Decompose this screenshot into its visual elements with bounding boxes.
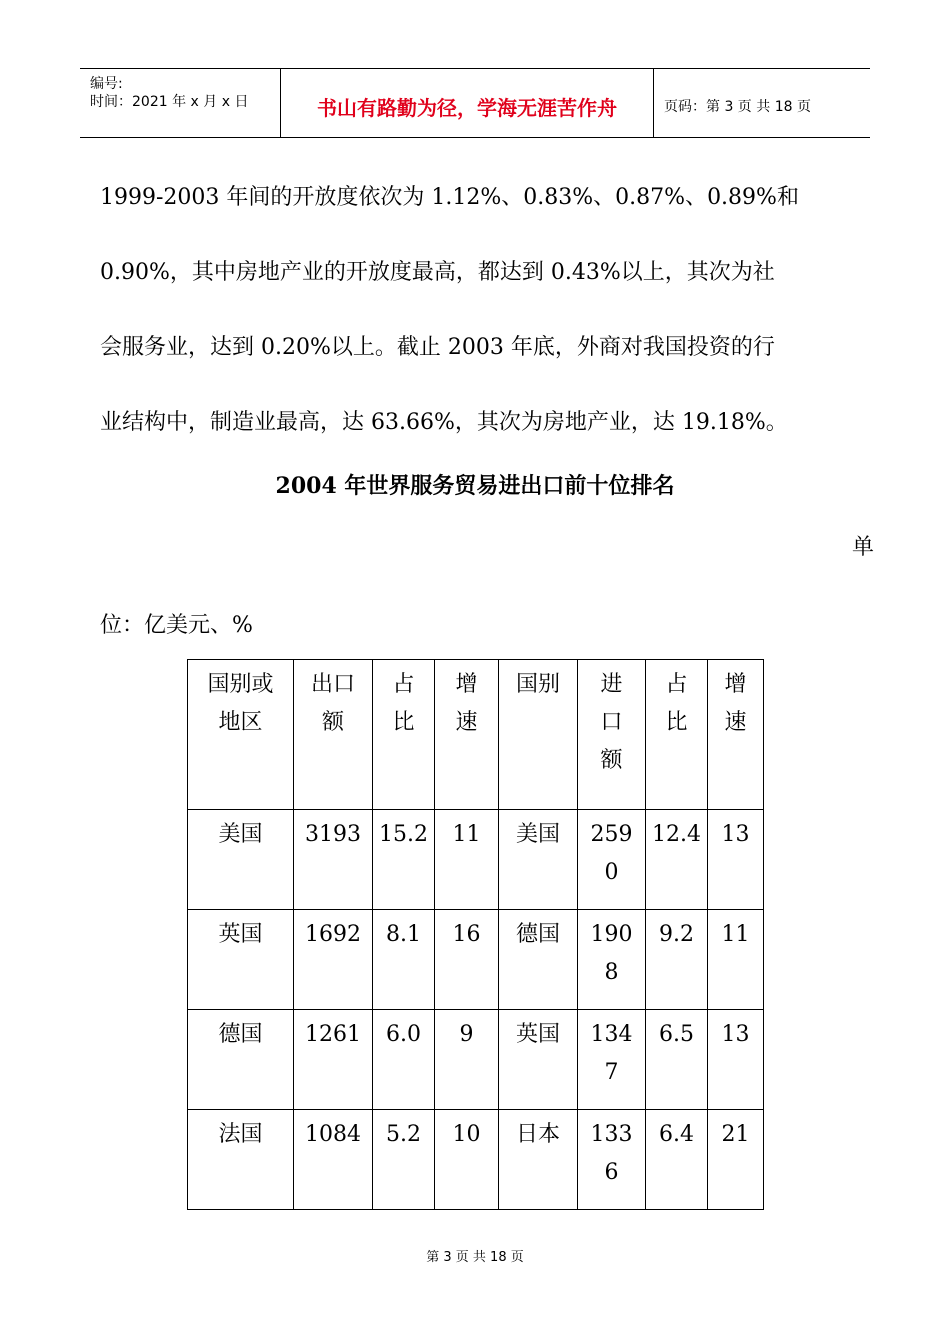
cell-text: 占 [392, 672, 415, 697]
paragraph-line: 1999-2003 年间的开放度依次为 1.12%、0.83%、0.87%、0.89%和 [100, 185, 799, 210]
table-cell [373, 1010, 435, 1110]
cell-text: 9.2 [659, 922, 694, 947]
cell-text: 1692 [305, 922, 361, 947]
cell-text: 21 [721, 1122, 750, 1147]
cell-text: 速 [724, 710, 747, 735]
cell-text: 0 [604, 860, 619, 885]
table-cell [499, 810, 578, 910]
table-cell [435, 1110, 499, 1210]
table-cell [578, 910, 646, 1010]
cell-text: 国别 [515, 672, 560, 697]
cell-text: 1084 [305, 1122, 361, 1147]
cell-text: 增 [724, 672, 747, 697]
table-cell [499, 1110, 578, 1210]
paragraph-line: 业结构中，制造业最高，达 63.66%，其次为房地产业，达 19.18%。 [100, 410, 788, 435]
table-header-cell [646, 660, 708, 810]
table-cell [708, 810, 764, 910]
cell-text: 6.4 [659, 1122, 694, 1147]
table-cell [435, 910, 499, 1010]
cell-text: 国别或 [207, 672, 274, 697]
trade-ranking-table [187, 659, 764, 1210]
motto-text: 书山有路勤为径，学海无涯苦作舟 [317, 95, 617, 120]
table-cell [188, 1010, 294, 1110]
cell-text: 13 [721, 822, 750, 847]
cell-text: 5.2 [386, 1122, 421, 1147]
page-header [80, 68, 870, 138]
cell-text: 占 [665, 672, 688, 697]
unit-label-part1: 单 [852, 535, 875, 560]
cell-text: 133 [590, 1122, 633, 1147]
table-header-cell [435, 660, 499, 810]
unit-label-part2: 位：亿美元、% [100, 613, 253, 638]
table-cell [188, 810, 294, 910]
cell-text: 13 [721, 1022, 750, 1047]
table-row [188, 910, 764, 1010]
table-title: 2004 年世界服务贸易进出口前十位排名 [275, 473, 675, 499]
cell-text: 英国 [218, 922, 263, 947]
table-cell [646, 1110, 708, 1210]
cell-text: 190 [590, 922, 633, 947]
header-page-info [654, 69, 870, 137]
table-header-cell [294, 660, 373, 810]
cell-text: 速 [455, 710, 478, 735]
cell-text: 16 [452, 922, 481, 947]
table-header-row [188, 660, 764, 810]
cell-text: 法国 [218, 1122, 263, 1147]
cell-text: 美国 [218, 822, 263, 847]
table-row [188, 1110, 764, 1210]
document-number-label: 编号: [90, 76, 123, 92]
table-cell [646, 1010, 708, 1110]
cell-text: 11 [452, 822, 481, 847]
page-footer: 第 3 页 共 18 页 [426, 1250, 524, 1265]
cell-text: 7 [604, 1060, 619, 1085]
table-cell [708, 910, 764, 1010]
cell-text: 美国 [515, 822, 560, 847]
table-cell [578, 810, 646, 910]
cell-text: 口 [600, 710, 623, 735]
table-cell [578, 1110, 646, 1210]
cell-text: 比 [392, 710, 415, 735]
table-row [188, 810, 764, 910]
cell-text: 259 [590, 822, 633, 847]
table-cell [708, 1010, 764, 1110]
table-cell [435, 1010, 499, 1110]
table-cell [499, 1010, 578, 1110]
cell-text: 地区 [218, 710, 263, 735]
table-cell [294, 910, 373, 1010]
cell-text: 8.1 [386, 922, 421, 947]
table-cell [646, 910, 708, 1010]
paragraph-line: 0.90%，其中房地产业的开放度最高，都达到 0.43%以上，其次为社 [100, 260, 775, 285]
cell-text: 英国 [515, 1022, 560, 1047]
header-motto [281, 69, 654, 137]
table-cell [708, 1110, 764, 1210]
cell-text: 额 [321, 710, 344, 735]
table-row [188, 1010, 764, 1110]
table-cell [188, 910, 294, 1010]
table-cell [373, 910, 435, 1010]
table-cell [188, 1110, 294, 1210]
paragraph-line: 会服务业，达到 0.20%以上。截止 2003 年底，外商对我国投资的行 [100, 335, 775, 360]
cell-text: 日本 [515, 1122, 560, 1147]
table-cell [373, 810, 435, 910]
table-cell [373, 1110, 435, 1210]
cell-text: 11 [721, 922, 750, 947]
table-cell [578, 1010, 646, 1110]
table-header-cell [188, 660, 294, 810]
table-cell [294, 810, 373, 910]
table-header-cell [708, 660, 764, 810]
cell-text: 3193 [305, 822, 361, 847]
cell-text: 6.0 [386, 1022, 421, 1047]
document-time-label: 时间：2021 年 x 月 x 日 [90, 94, 249, 110]
header-meta [80, 69, 281, 137]
cell-text: 德国 [218, 1022, 263, 1047]
cell-text: 1261 [305, 1022, 361, 1047]
table-header-cell [499, 660, 578, 810]
table-cell [435, 810, 499, 910]
cell-text: 9 [459, 1022, 474, 1047]
table-cell [294, 1010, 373, 1110]
table-cell [294, 1110, 373, 1210]
cell-text: 12.4 [652, 822, 701, 847]
cell-text: 6 [604, 1160, 619, 1185]
cell-text: 额 [600, 748, 623, 773]
page-info-text: 页码：第 3 页 共 18 页 [664, 99, 811, 115]
table-header-cell [578, 660, 646, 810]
cell-text: 134 [590, 1022, 633, 1047]
cell-text: 进 [600, 672, 623, 697]
table-cell [499, 910, 578, 1010]
table-cell [646, 810, 708, 910]
cell-text: 德国 [515, 922, 560, 947]
table-header-cell [373, 660, 435, 810]
cell-text: 比 [665, 710, 688, 735]
cell-text: 出口 [310, 672, 355, 697]
cell-text: 6.5 [659, 1022, 694, 1047]
cell-text: 8 [604, 960, 619, 985]
cell-text: 10 [452, 1122, 481, 1147]
cell-text: 增 [455, 672, 478, 697]
cell-text: 15.2 [379, 822, 428, 847]
